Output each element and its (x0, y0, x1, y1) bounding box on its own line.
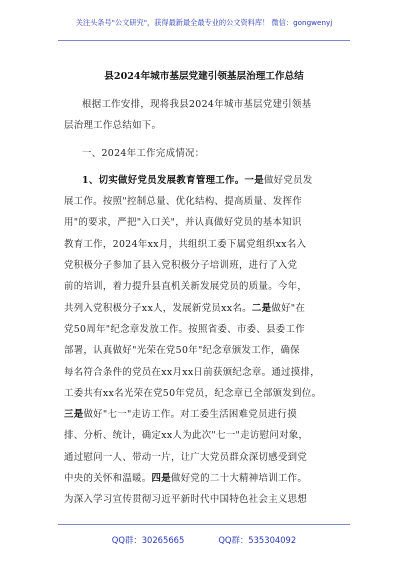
paragraph-line: 用"的要求，严把"入口关"，并认真做好党员的基本知识 (64, 217, 302, 229)
point-marker: 二是 (251, 302, 272, 314)
paragraph-line: 通过慰问一人、带动一片，让广大党员群众深切感受到党 (64, 451, 308, 463)
paragraph-line: 党积极分子参加了县入党积极分子培训班，进行了入党 (64, 260, 298, 272)
footer-divider (58, 524, 350, 525)
paragraph-line (64, 468, 364, 489)
paragraph-line: 部署，认真做好"光荣在党50年"纪念章颁发工作，确保 (64, 345, 300, 357)
paragraph-text: 共列入党积极分子xx人，发展新党员xx名。 (64, 302, 252, 314)
footer (0, 534, 408, 546)
paragraph-line: 前的培训，着力提升县直机关新发展党员的质量。今年， (64, 281, 308, 293)
point-marker: 三是 (64, 409, 84, 421)
intro-line: 根据工作安排，现将我县2024年城市基层党建引领基 (82, 99, 312, 110)
paragraph-line: 为深入学习宣传贯彻习近平新时代中国特色社会主义思想 (64, 494, 308, 506)
paragraph-line: 工委共有xx名光荣在党50年党员，纪念章已全部颁发到位。 (64, 387, 322, 399)
paragraph-text: 做好党员发 (263, 174, 313, 186)
paragraph-text: 中央的关怀和温暖。 (64, 473, 152, 485)
paragraph-line (64, 404, 364, 425)
item-heading: 1、切实做好党员发展教育管理工作。 (82, 174, 245, 186)
paragraph-line: 党50周年"纪念章发放工作。按照省委、市委、县委工作 (64, 323, 305, 335)
point-marker: 四是 (151, 473, 171, 485)
header-divider (58, 40, 350, 41)
paragraph-text: 做好党的二十大精神培训工作。 (170, 473, 308, 485)
paragraph-line: 展工作。按照"控制总量、优化结构、提高质量、发挥作 (64, 196, 303, 208)
paragraph-line: 排、分析、统计，确定xx人为此次"七一"走访慰问对象， (64, 430, 309, 442)
intro-line: 层治理工作总结如下。 (64, 120, 162, 132)
promo-banner: 关注头条号"公文研究"，获得最新最全最专业的公文资料库！ 微信：gongwenyj (75, 18, 333, 27)
section-heading: 一、2024年工作完成情况： (82, 147, 205, 159)
point-marker: 一是 (244, 174, 264, 186)
qq-group-1: QQ群：30265665 (111, 535, 185, 545)
paragraph-line: 教育工作，2024年xx月，共组织工委下属党组织xx名入 (64, 238, 307, 250)
document-body (64, 94, 364, 511)
qq-group-2: QQ群：535304092 (218, 535, 297, 545)
paragraph-line: 每名符合条件的党员在xx月xx日前获颁纪念章。通过摸排， (64, 366, 320, 378)
paragraph-line (64, 298, 364, 319)
paragraph-text: 做好"在 (271, 302, 306, 314)
paragraph-line (64, 170, 364, 191)
document-title: 县2024年城市基层党建引领基层治理工作总结 (104, 71, 304, 82)
paragraph-text: 做好"七一"走访工作。对工委生活困难党员进行摸 (83, 409, 298, 421)
